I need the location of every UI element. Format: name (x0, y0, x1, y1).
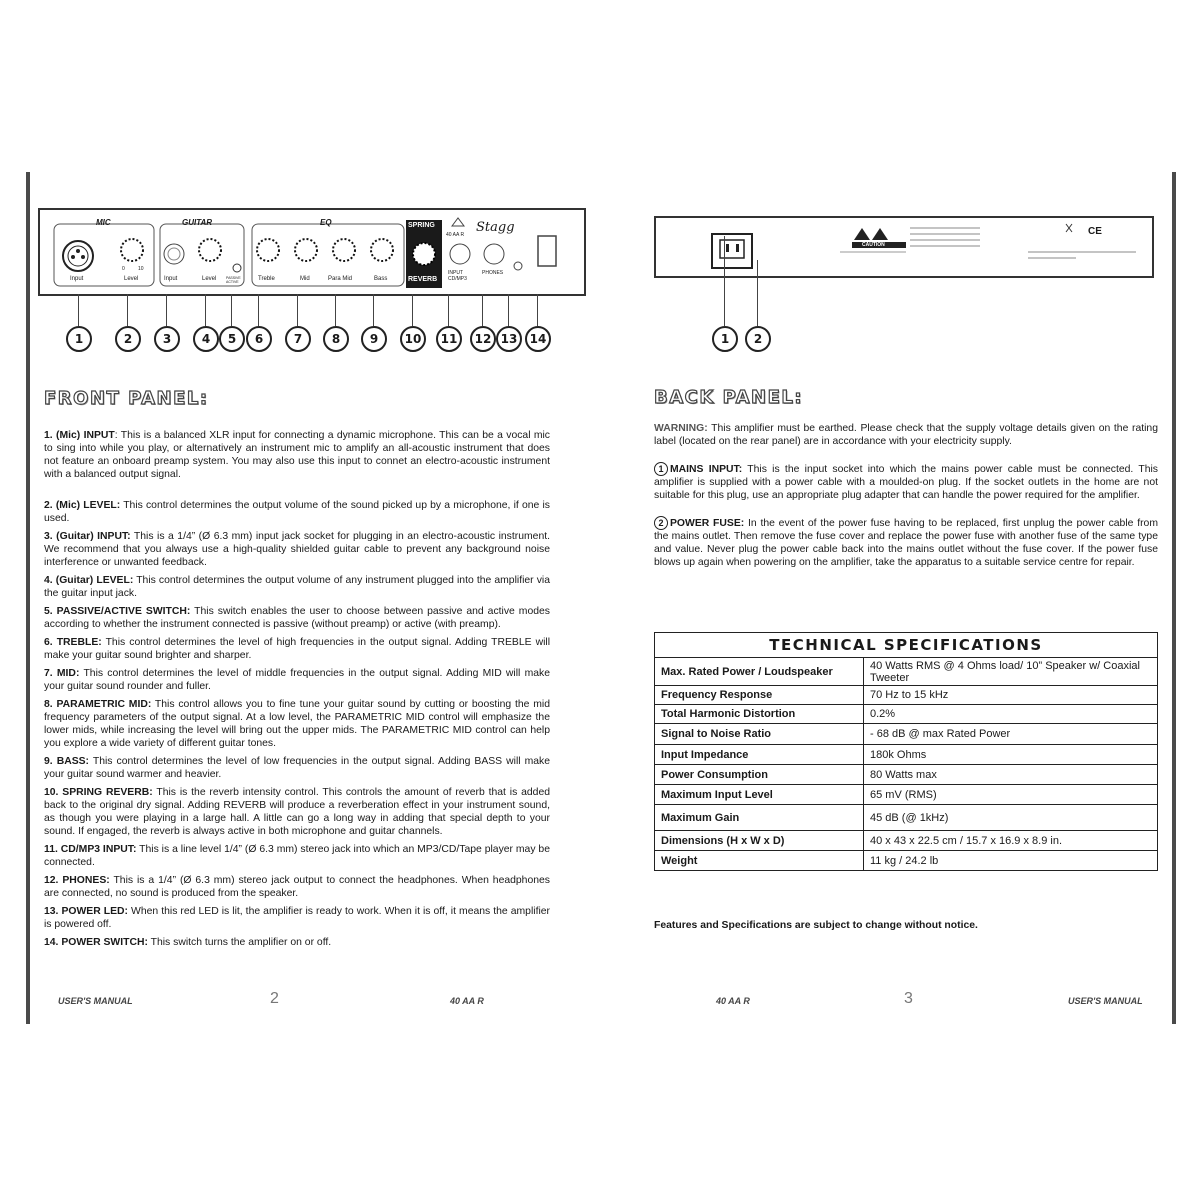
callout-1: 1 (66, 326, 92, 352)
mic-level-label: Level (124, 276, 139, 282)
footer-model-right: 40 AA R (716, 996, 750, 1006)
model-mark: 40 AA R (446, 232, 465, 238)
front-item-5: 5. PASSIVE/ACTIVE SWITCH: This switch enables the user to choose between passive and active modes according to whether the instrument connected is passive (without preamp) or active (with preamp). (44, 606, 550, 630)
front-item-10: 10. SPRING REVERB: This is the reverb intensity control. This controls the amount of reverb that is added back to the original dry signal. Adding REVERB will produce a reverberation effect in your instrument sound, as though you were playing in a large hall. A little can go a long way in adding that special depth to your sound. If engaged, the reverb is always active in both microphone and guitar channels. (44, 787, 551, 837)
front-panel-title: FRONT PANEL: (44, 388, 209, 409)
callout-3: 3 (154, 326, 180, 352)
page-3 (626, 176, 1172, 1024)
spec-row: Maximum Input Level 65 mV (RMS) (655, 785, 1158, 805)
spec-row: Input Impedance 180k Ohms (655, 745, 1158, 765)
back-item-2: 2 POWER FUSE: In the event of the power fuse having to be replaced, first unplug the power cable from the mains outlet. Then remove the fuse cover and replace the power fuse with another fuse of the same type and value. Never plug the power cable back into the mains outlet without the fuse cover. If the power fuse blows up again when powering on the amplifier, take the apparatus to a suitable service centre for repair. (654, 518, 1158, 568)
spec-row: Total Harmonic Distortion 0.2% (655, 705, 1158, 724)
guitar-level-label: Level (202, 276, 217, 282)
treble-label: Treble (258, 276, 275, 282)
reverb-label: REVERB (408, 276, 438, 283)
callout-7: 7 (285, 326, 311, 352)
front-item-8: 8. PARAMETRIC MID: This control allows you to fine tune your guitar sound by cutting or boosting the mid frequency parameters of the output signal. At a low level, the PARAMETRIC MID control will emphasize the lower mids, while increasing the level will bring out the upper mids. The PARAMETRIC MID control can help you explore a wide variety of different guitar tones. (44, 699, 550, 749)
callout-9: 9 (361, 326, 387, 352)
guitar-input-label: Input (164, 276, 178, 282)
eq-group-label: EQ (320, 218, 332, 227)
front-item-7: 7. MID: This control determines the level of middle frequencies in the output signal. Adding MID will make your guitar sound rounder and fuller. (44, 668, 550, 692)
mid-label: Mid (300, 276, 310, 282)
input-cd-label: INPUT CD/MP3 (448, 270, 467, 282)
callout-10: 10 (400, 326, 426, 352)
right-page-edge (1172, 172, 1176, 1024)
spec-row: Frequency Response 70 Hz to 15 kHz (655, 686, 1158, 705)
spec-row: Maximum Gain 45 dB (@ 1kHz) (655, 805, 1158, 831)
back-panel-drawing (656, 218, 1152, 276)
spring-label: SPRING (408, 222, 435, 229)
page-number-3: 3 (904, 990, 913, 1007)
bass-label: Bass (374, 276, 388, 282)
callout-8: 8 (323, 326, 349, 352)
back-item-1: 1 MAINS INPUT: This is the input socket into which the mains power cable must be connected. This amplifier is supplied with a power cable with a moulded-on plug. If the socket outlets in the home are not suitable for this plug, use an appropriate plug adapter that can handle the power required for the amplifier. (654, 464, 1158, 501)
front-item-11: 11. CD/MP3 INPUT: This is a line level 1/4” (Ø 6.3 mm) stereo jack into which an MP3/CD/Tape player may be connected. (44, 844, 550, 868)
footer-manual-left: USER'S MANUAL (58, 996, 133, 1006)
spec-row: Max. Rated Power / Loudspeaker 40 Watts RMS @ 4 Ohms load/ 10” Speaker w/ Coaxial Tweeter (655, 658, 1158, 686)
spec-row: Weight 11 kg / 24.2 lb (655, 851, 1158, 871)
front-item-1: 1. (Mic) INPUT: This is a balanced XLR input for connecting a dynamic microphone. This can be a vocal mic to sing into while you play, or alternatively an instrument mic to amplify an all-acoustic instrument that does not feature an onboard preamp system. You may also use this input to connet an electro-acoustic instrument with a balanced output signal. (44, 430, 551, 480)
spec-row: Signal to Noise Ratio - 68 dB @ max Rated Power (655, 724, 1158, 745)
callout-11: 11 (436, 326, 462, 352)
callout-12: 12 (470, 326, 496, 352)
front-item-4: 4. (Guitar) LEVEL: This control determines the output volume of any instrument plugged into the amplifier via the guitar input jack. (44, 575, 550, 599)
front-item-13: 13. POWER LED: When this red LED is lit, the amplifier is ready to work. When it is off, it means the amplifier is powered off. (44, 906, 550, 930)
spec-row: Power Consumption 80 Watts max (655, 765, 1158, 785)
callout-2: 2 (115, 326, 141, 352)
page-2 (30, 176, 600, 1024)
front-item-6: 6. TREBLE: This control determines the level of high frequencies in the output signal. Adding TREBLE will make your guitar sound brighter and sharper. (44, 637, 551, 661)
callout-6: 6 (246, 326, 272, 352)
brand-logo: Stagg (476, 220, 515, 235)
mic-group-label: MIC (96, 218, 111, 227)
ce-mark: CE (1088, 226, 1102, 237)
specs-title: TECHNICAL SPECIFICATIONS (655, 633, 1158, 658)
front-item-2: 2. (Mic) LEVEL: This control determines the output volume of the sound picked up by a microphone, if one is used. (44, 500, 550, 524)
guitar-group-label: GUITAR (182, 218, 213, 227)
footer-manual-right: USER'S MANUAL (1068, 996, 1143, 1006)
mic-input-label: Input (70, 276, 84, 282)
front-item-3: 3. (Guitar) INPUT: This is a 1/4” (Ø 6.3 mm) input jack socket for plugging in an electro-acoustic instrument. We recommend that you always use a high-quality shielded guitar cable to prevent any background noise interference or unwanted feedback. (44, 531, 550, 568)
front-item-12: 12. PHONES: This is a 1/4” (Ø 6.3 mm) stereo jack output to connect the headphones. When headphones are connected, no sound is produced from the speaker. (44, 875, 550, 899)
technical-specifications-table (654, 632, 1158, 871)
back-panel-description (654, 422, 1158, 569)
back-callout-1: 1 (712, 326, 738, 352)
knob-max-label: 10 (138, 266, 144, 272)
back-panel-diagram (654, 216, 1154, 278)
para-mid-label: Para Mid (328, 276, 353, 282)
back-panel-title: BACK PANEL: (654, 387, 804, 408)
back-callout-2: 2 (745, 326, 771, 352)
caution-label: CAUTION (862, 242, 885, 248)
phones-label: PHONES (482, 270, 504, 276)
front-panel-diagram (38, 208, 586, 296)
callout-5: 5 (219, 326, 245, 352)
front-panel-description (44, 429, 550, 949)
callout-13: 13 (496, 326, 522, 352)
spec-row: Dimensions (H x W x D) 40 x 43 x 22.5 cm / 15.7 x 16.9 x 8.9 in. (655, 831, 1158, 851)
manual-spread (30, 176, 1172, 1024)
warning-text: WARNING: This amplifier must be earthed. Please check that the supply voltage details given on the rating label (located on the rear panel) are in accordance with your electricity supply. (654, 423, 1158, 447)
callout-14: 14 (525, 326, 551, 352)
callout-4: 4 (193, 326, 219, 352)
specs-change-notice: Features and Specifications are subject to change without notice. (654, 920, 978, 931)
front-item-9: 9. BASS: This control determines the level of low frequencies in the output signal. Adding BASS will make your guitar sound warmer and heavier. (44, 756, 550, 780)
front-item-14: 14. POWER SWITCH: This switch turns the amplifier on or off. (44, 937, 332, 948)
footer-model-left: 40 AA R (450, 996, 484, 1006)
passive-active-label: PASSIVE ACTIVE (226, 276, 241, 284)
knob-min-label: 0 (122, 266, 125, 272)
page-number-2: 2 (270, 990, 279, 1007)
